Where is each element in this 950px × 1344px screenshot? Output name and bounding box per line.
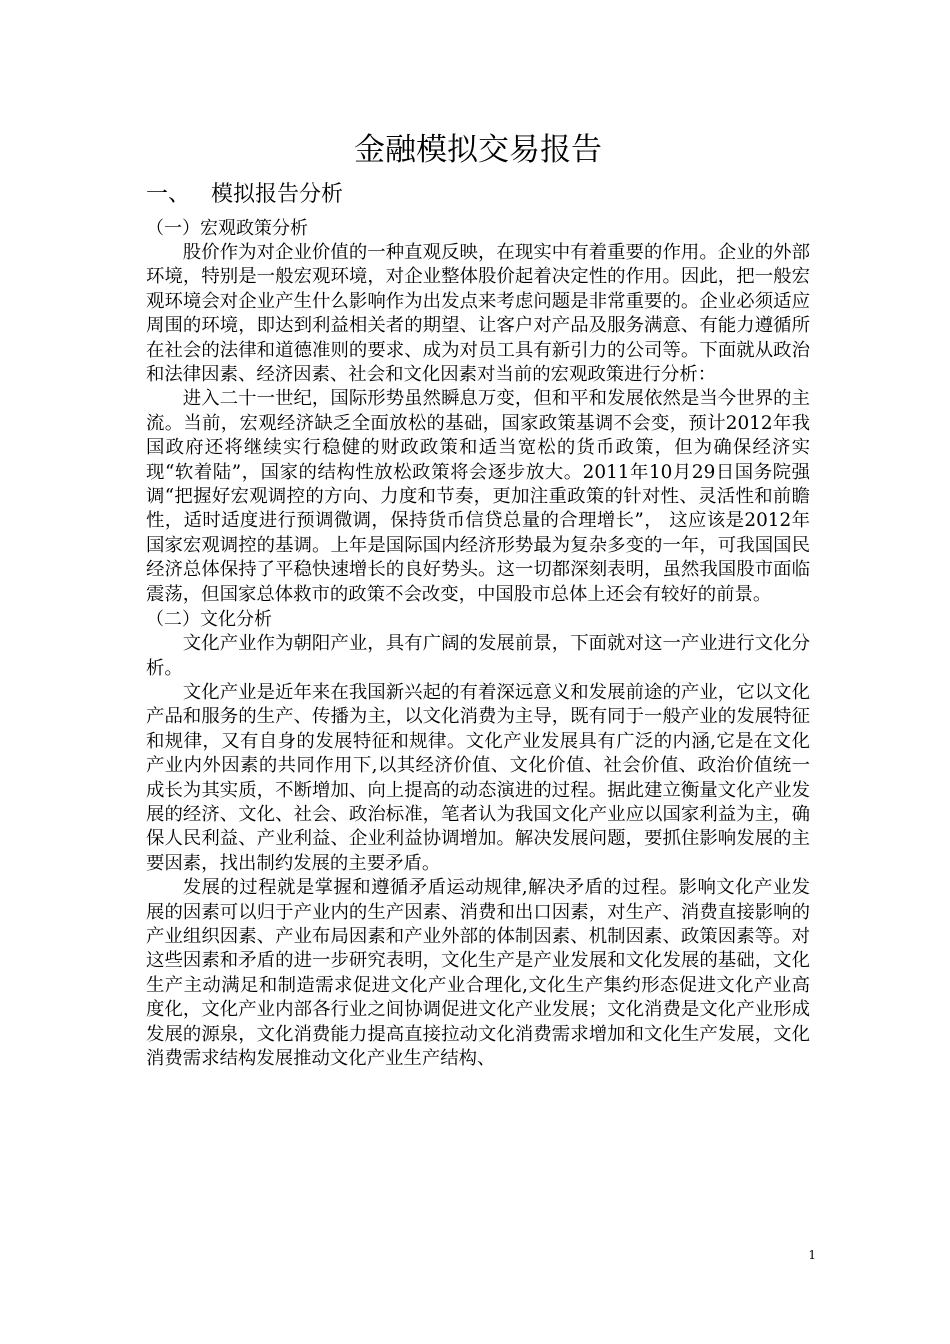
section-heading-1: 一、 模拟报告分析: [146, 182, 343, 207]
subsection-heading-culture: （二）文化分析: [146, 609, 272, 631]
document-body: [146, 128, 810, 1071]
paragraph: 文化产业作为朝阳产业，具有广阔的发展前景，下面就对这一产业进行文化分析。: [146, 633, 810, 679]
document-title: 金融模拟交易报告: [354, 132, 602, 168]
page-number: 1: [808, 1248, 816, 1262]
paragraph: 发展的过程就是掌握和遵循矛盾运动规律,解决矛盾的过程。影响文化产业发展的因素可以归于产业内的生产因素、消费和出口因素，对生产、消费直接影响的产业组织因素、产业布局因素和产业外部的体制因素、机制因素、政策因素等。对这些因素和矛盾的进一步研究表明，文化生产是产业发展和文化发展的基础，文化生产主动满足和制造需求促进文化产业合理化,文化生产集约形态促进文化产业高度化，文化产业内部各行业之间协调促进文化产业发展；文化消费是文化产业形成发展的源泉，文化消费能力提高直接拉动文化消费需求增加和文化生产发展，文化消费需求结构发展推动文化产业生产结构、: [146, 877, 810, 1069]
paragraph: 进入二十一世纪，国际形势虽然瞬息万变，但和平和发展依然是当今世界的主流。当前，宏观经济缺乏全面放松的基础，国家政策基调不会变，预计2012年我国政府还将继续实行稳健的财政政策和适当宽松的货币政策，但为确保经济实现“软着陆”，国家的结构性放松政策将会逐步放大。2011年10月29日国务院强调“把握好宏观调控的方向、力度和节奏，更加注重政策的针对性、灵活性和前瞻性，适时适度进行预调微调，保持货币信贷总量的合理增长”， 这应该是2012年国家宏观调控的基调。上年是国际国内经济形势最为复杂多变的一年，可我国国民经济总体保持了平稳快速增长的良好势头。这一切都深刻表明，虽然我国股市面临震荡，但国家总体救市的政策不会改变，中国股市总体上还会有较好的前景。: [146, 388, 810, 605]
paragraph: 文化产业是近年来在我国新兴起的有着深远意义和发展前途的产业，它以文化产品和服务的生产、传播为主，以文化消费为主导，既有同于一般产业的发展特征和规律，又有自身的发展特征和规律。文化产业发展具有广泛的内涵,它是在文化产业内外因素的共同作用下,以其经济价值、文化价值、社会价值、政治价值统一成长为其实质，不断增加、向上提高的动态演进的过程。据此建立衡量文化产业发展的经济、文化、社会、政治标准，笔者认为我国文化产业应以国家利益为主，确保人民利益、产业利益、企业利益协调增加。解决发展问题，要抓住影响发展的主要因素，找出制约发展的主要矛盾。: [146, 681, 810, 874]
paragraph: 股价作为对企业价值的一种直观反映，在现实中有着重要的作用。企业的外部环境，特别是一般宏观环境，对企业整体股价起着决定性的作用。因此，把一般宏观环境会对企业产生什么影响作为出发点来考虑问题是非常重要的。企业必须适应周围的环境，即达到利益相关者的期望、让客户对产品及服务满意、有能力遵循所在社会的法律和道德准则的要求、成为对员工具有新引力的公司等。下面就从政治和法律因素、经济因素、社会和文化因素对当前的宏观政策进行分析：: [146, 242, 810, 386]
subsection-heading-macro-policy: （一）宏观政策分析: [146, 218, 308, 239]
